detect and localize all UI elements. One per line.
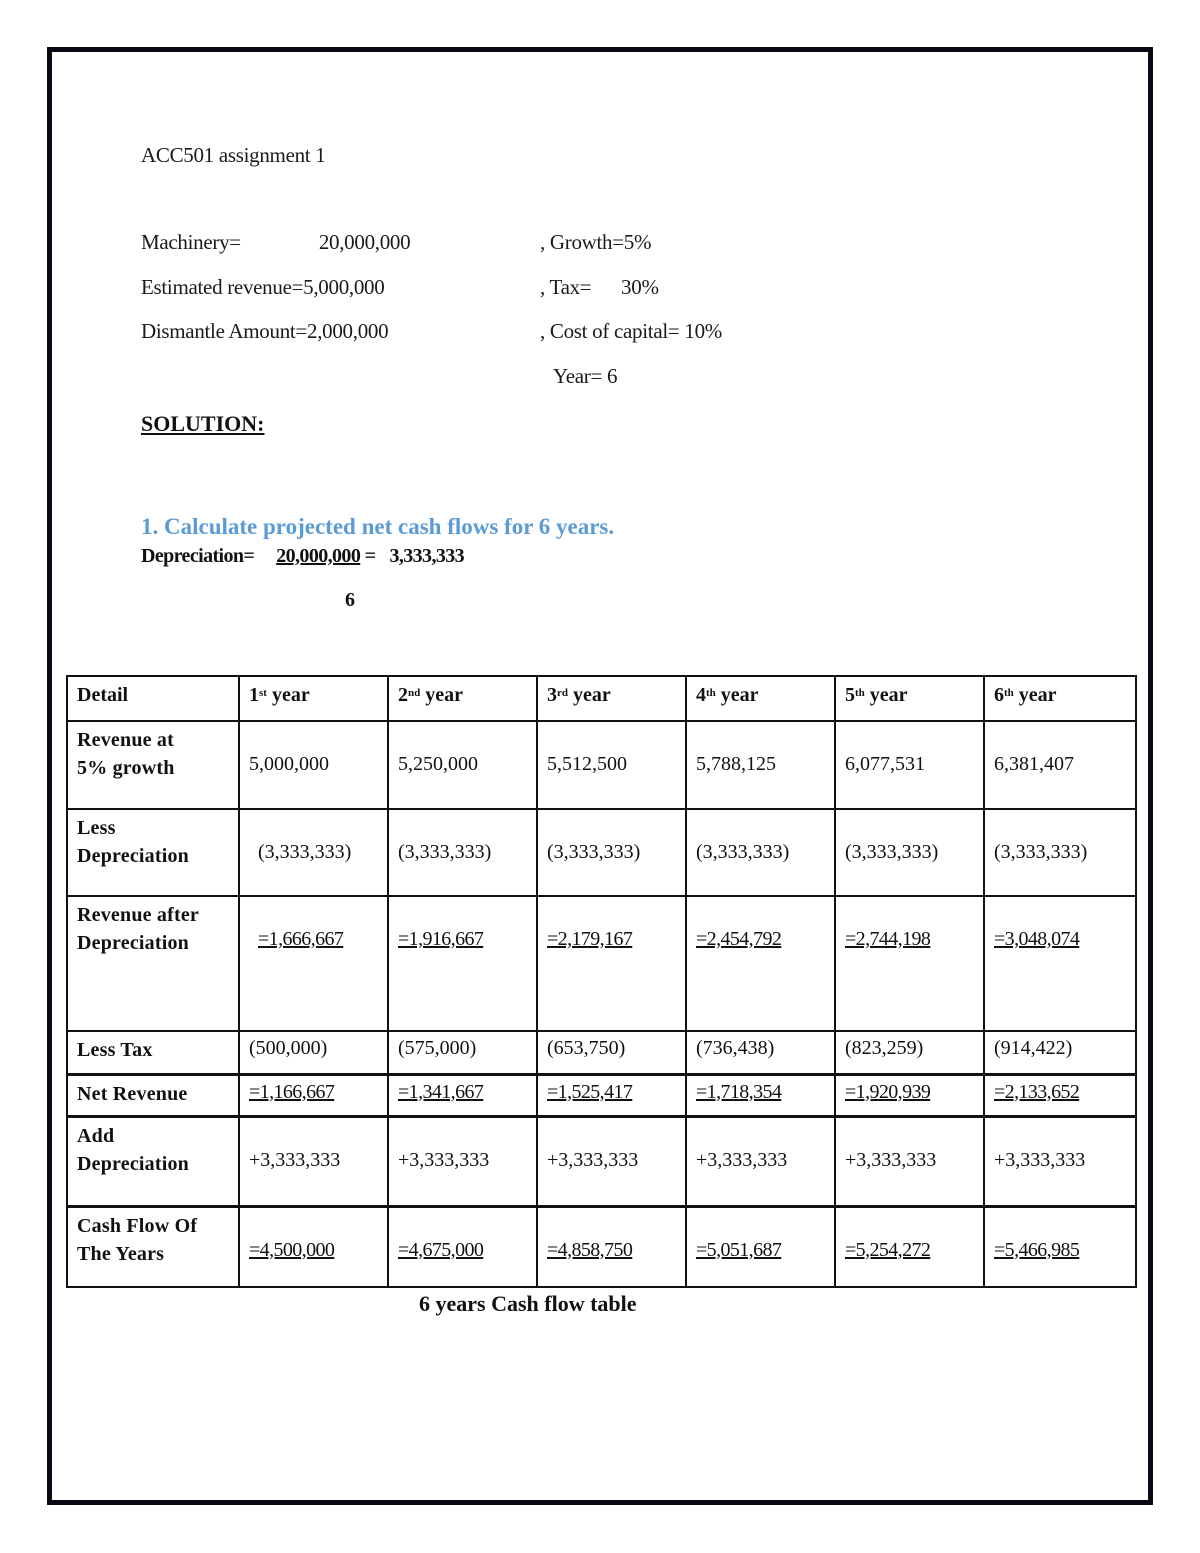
row-label: Cash Flow Of The Years: [67, 1206, 239, 1287]
depreciation-result: 3,333,333: [389, 545, 465, 567]
solution-label: SOLUTION:: [141, 411, 265, 436]
table-cell: 5,250,000: [388, 721, 537, 809]
table-cell: +3,333,333: [239, 1116, 388, 1206]
table-cell: +3,333,333: [537, 1116, 686, 1206]
given-value: 20,000,000: [318, 230, 411, 254]
table-cell: (736,438): [686, 1031, 835, 1074]
table-cell: 5,000,000: [239, 721, 388, 809]
table-cell: +3,333,333: [984, 1116, 1136, 1206]
table-cell: (3,333,333): [984, 809, 1136, 896]
given-estimated-revenue: [141, 275, 384, 300]
table-cell: =1,666,667: [239, 896, 388, 1031]
table-cell: (914,422): [984, 1031, 1136, 1074]
table-cell: 5,512,500: [537, 721, 686, 809]
row-label: Less Tax: [67, 1031, 239, 1074]
table-row-net-revenue: [67, 1074, 1136, 1116]
row-label: Add Depreciation: [67, 1116, 239, 1206]
header-year-2: 2nd year: [388, 676, 537, 721]
table-cell: =1,718,354: [686, 1074, 835, 1116]
depreciation-equals: =: [364, 545, 376, 567]
given-value: 2,000,000: [307, 319, 389, 343]
table-cell: =2,179,167: [537, 896, 686, 1031]
cash-flow-table: [66, 675, 1137, 1288]
depreciation-formula: [141, 545, 464, 568]
table-cell: =4,858,750: [537, 1206, 686, 1287]
header-year-1: 1st year: [239, 676, 388, 721]
given-tax: , Tax= 30%: [540, 275, 659, 299]
given-label: Machinery=: [141, 230, 241, 254]
table-cell: (500,000): [239, 1031, 388, 1074]
given-machinery: [141, 230, 410, 255]
table-row-revenue: [67, 721, 1136, 809]
table-cell: 5,788,125: [686, 721, 835, 809]
table-cell: (3,333,333): [239, 809, 388, 896]
table-cell: =1,920,939: [835, 1074, 984, 1116]
table-cell: =1,525,417: [537, 1074, 686, 1116]
table-row-revenue-after-depreciation: [67, 896, 1136, 1031]
table-cell: =2,744,198: [835, 896, 984, 1031]
header-year-4: 4th year: [686, 676, 835, 721]
table-row-less-tax: [67, 1031, 1136, 1074]
row-label: Net Revenue: [67, 1074, 239, 1116]
table-cell: (575,000): [388, 1031, 537, 1074]
table-cell: =4,500,000: [239, 1206, 388, 1287]
table-cell: 6,381,407: [984, 721, 1136, 809]
given-growth: , Growth=5%: [540, 230, 652, 254]
question-heading: 1. Calculate projected net cash flows for 6 years.: [141, 514, 615, 539]
table-cell: +3,333,333: [686, 1116, 835, 1206]
table-cell: +3,333,333: [388, 1116, 537, 1206]
table-cell: (3,333,333): [835, 809, 984, 896]
header-detail: Detail: [67, 676, 239, 721]
table-header-row: [67, 676, 1136, 721]
table-cell: 6,077,531: [835, 721, 984, 809]
table-cell: =1,916,667: [388, 896, 537, 1031]
table-cell: =1,341,667: [388, 1074, 537, 1116]
given-year: Year= 6: [553, 364, 618, 388]
row-label: Revenue after Depreciation: [67, 896, 239, 1031]
table-cell: =2,454,792: [686, 896, 835, 1031]
table-cell: (3,333,333): [388, 809, 537, 896]
table-cell: (653,750): [537, 1031, 686, 1074]
table-cell: (823,259): [835, 1031, 984, 1074]
given-label: Dismantle Amount=: [141, 319, 307, 343]
table-cell: =1,166,667: [239, 1074, 388, 1116]
header-year-3: 3rd year: [537, 676, 686, 721]
given-dismantle-amount: [141, 319, 388, 344]
table-cell: =2,133,652: [984, 1074, 1136, 1116]
table-cell: (3,333,333): [537, 809, 686, 896]
table-cell: =5,466,985: [984, 1206, 1136, 1287]
table-cell: =5,254,272: [835, 1206, 984, 1287]
table-row-add-depreciation: [67, 1116, 1136, 1206]
depreciation-label: Depreciation=: [141, 545, 255, 567]
table-cell: =4,675,000: [388, 1206, 537, 1287]
given-cost-of-capital: , Cost of capital= 10%: [540, 319, 722, 343]
row-label: Less Depreciation: [67, 809, 239, 896]
row-label: Revenue at 5% growth: [67, 721, 239, 809]
table-cell: +3,333,333: [835, 1116, 984, 1206]
header-year-6: 6th year: [984, 676, 1136, 721]
given-label: Estimated revenue=: [141, 275, 304, 299]
table-cell: =3,048,074: [984, 896, 1136, 1031]
table-caption: 6 years Cash flow table: [419, 1291, 637, 1316]
table-row-cash-flow: [67, 1206, 1136, 1287]
document-title: ACC501 assignment 1: [141, 143, 326, 167]
table-cell: =5,051,687: [686, 1206, 835, 1287]
table-row-less-depreciation: [67, 809, 1136, 896]
table-cell: (3,333,333): [686, 809, 835, 896]
header-year-5: 5th year: [835, 676, 984, 721]
depreciation-denominator: 6: [345, 589, 355, 611]
given-value: 5,000,000: [303, 275, 385, 299]
depreciation-numerator: 20,000,000: [276, 545, 361, 567]
